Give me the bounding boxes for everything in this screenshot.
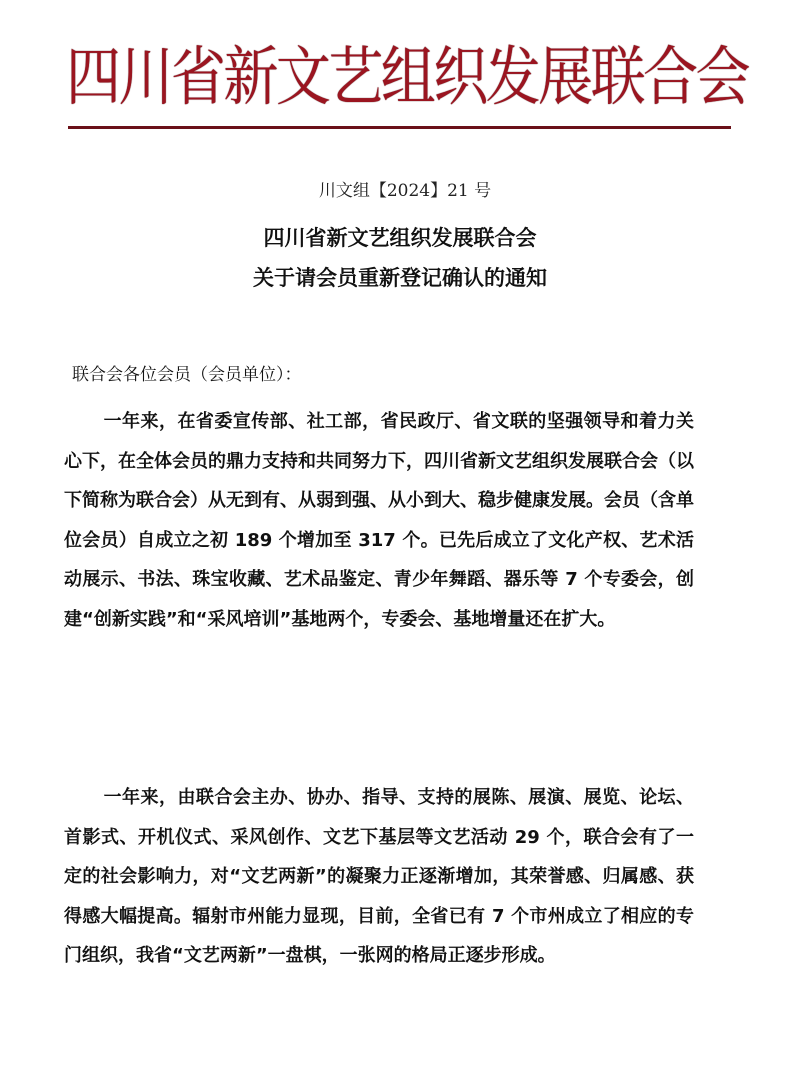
masthead-title: 四川省新文艺组织发展联合会 <box>66 41 748 115</box>
body-paragraph: 一年来，在省委宣传部、社工部，省民政厅、省文联的坚强领导和着力关心下，在全体会员的鼎力支持和共同努力下，四川省新文艺组织发展联合会（以下简称为联合会）从无到有、从弱到强、从小到大、稳步健康发展。会员（含单位会员）自成立之初 189 个增加至 317 个。已先后成立了文化产权、艺术活动展示、书法、珠宝收藏、艺术品鉴定、青少年舞蹈、器乐等 7 个专委会，创建“创新实践”和“采风培训”基地两个，专委会、基地增量还在扩大。 <box>64 411 694 630</box>
masthead-divider <box>68 126 731 129</box>
notice-title-line-1: 四川省新文艺组织发展联合会 <box>263 226 537 250</box>
body-paragraph: 一年来，由联合会主办、协办、指导、支持的展陈、展演、展览、论坛、首影式、开机仪式、采风创作、文艺下基层等文艺活动 29 个，联合会有了一定的社会影响力，对“文艺两新”的凝聚力正逐渐增加，其荣誉感、归属感、获得感大幅提高。辐射市州能力显现，目前，全省已有 7 个市州成立了相应的专门组织，我省“文艺两新”一盘棋，一张网的格局正逐步形成。 <box>64 787 694 966</box>
document-number: 川文组【2024】21 号 <box>318 181 492 201</box>
notice-title-line-2: 关于请会员重新登记确认的通知 <box>253 266 547 290</box>
salutation: 联合会各位会员（会员单位）： <box>72 365 302 385</box>
